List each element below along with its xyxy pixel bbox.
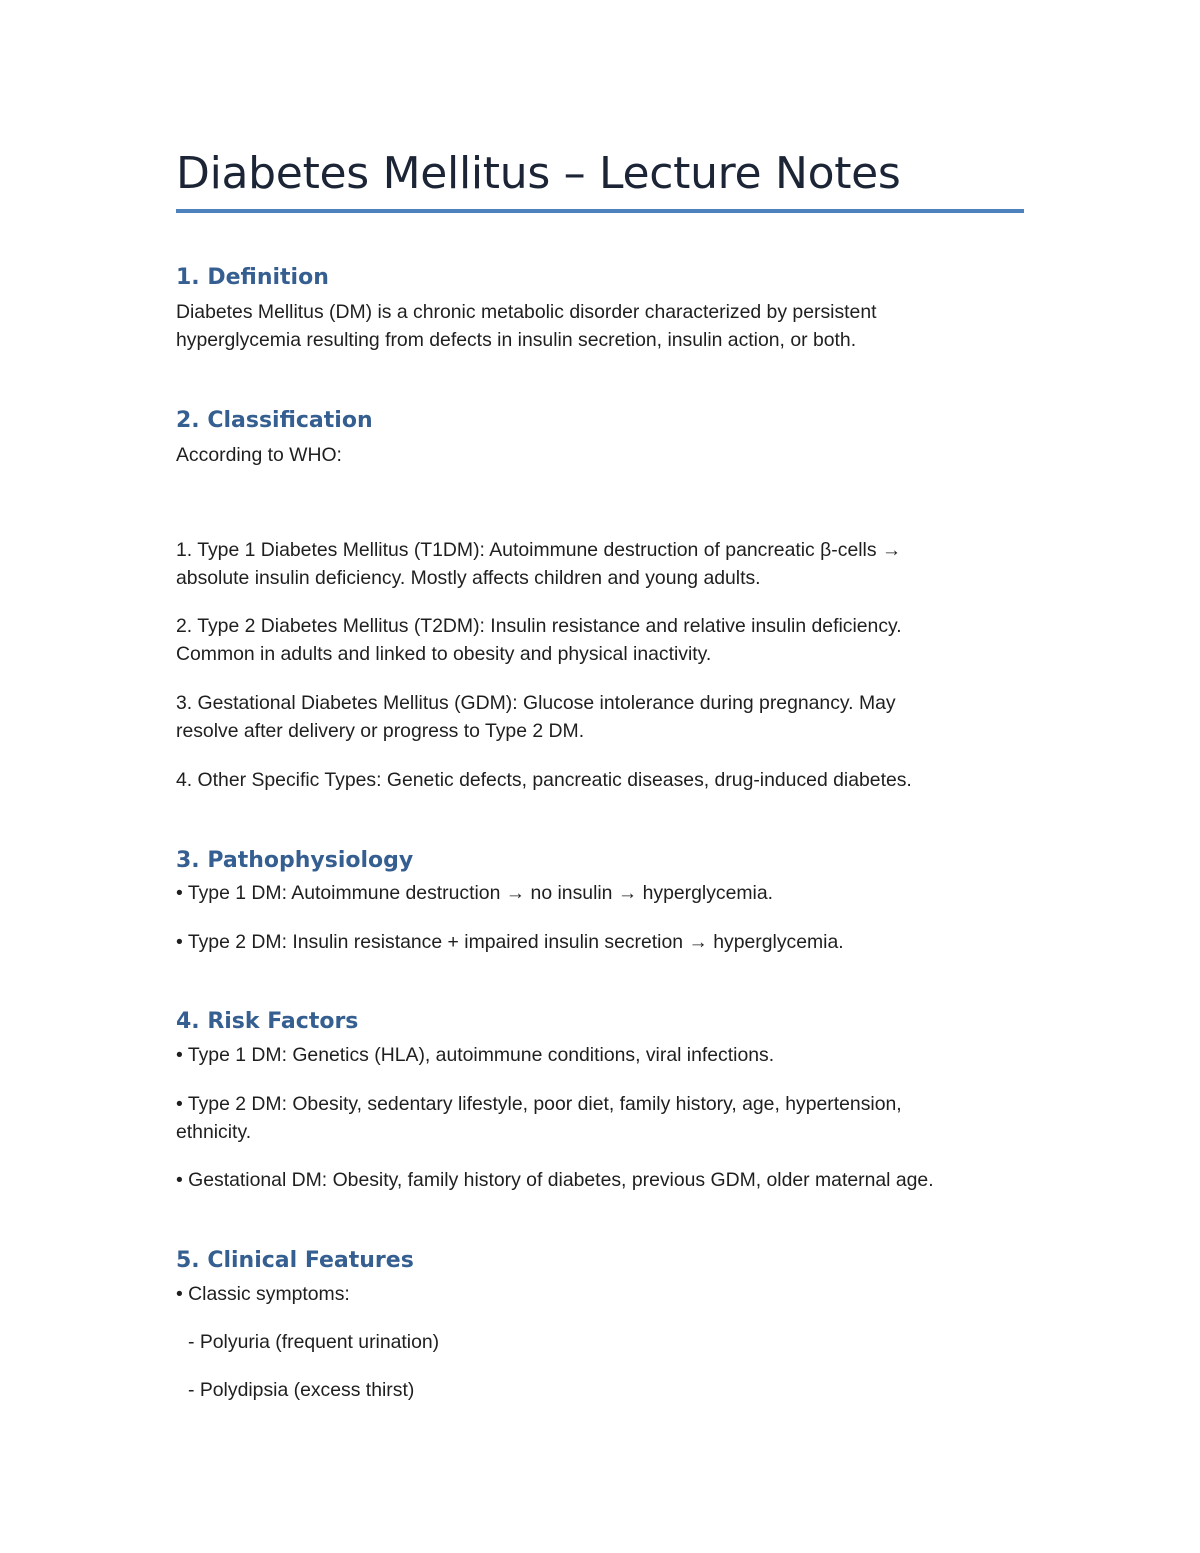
pathophysiology-item-1: • Type 1 DM: Autoimmune destruction → no insulin → hyperglycemia. — [176, 882, 774, 904]
risk-factor-item-2-line-2: ethnicity. — [176, 1121, 252, 1143]
section-heading-clinical-features: 5. Clinical Features — [176, 1248, 414, 1273]
clinical-feature-item-1: - Polyuria (frequent urination) — [188, 1331, 440, 1353]
classification-item-3-line-1: 3. Gestational Diabetes Mellitus (GDM): Glucose intolerance during pregnancy. May — [176, 692, 896, 714]
clinical-feature-item-2: - Polydipsia (excess thirst) — [188, 1379, 415, 1401]
section-heading-classification: 2. Classification — [176, 408, 373, 433]
section-heading-definition: 1. Definition — [176, 265, 329, 290]
pathophysiology-item-2: • Type 2 DM: Insulin resistance + impaired insulin secretion → hyperglycemia. — [176, 931, 844, 953]
clinical-features-intro: • Classic symptoms: — [176, 1283, 350, 1305]
classification-item-3-line-2: resolve after delivery or progress to Type 2 DM. — [176, 720, 585, 742]
definition-text-line-1: Diabetes Mellitus (DM) is a chronic metabolic disorder characterized by persistent — [176, 301, 877, 323]
definition-text-line-2: hyperglycemia resulting from defects in insulin secretion, insulin action, or both. — [176, 329, 857, 351]
risk-factor-item-3: • Gestational DM: Obesity, family history of diabetes, previous GDM, older maternal age. — [176, 1169, 934, 1191]
risk-factor-item-1: • Type 1 DM: Genetics (HLA), autoimmune conditions, viral infections. — [176, 1044, 775, 1066]
classification-item-4: 4. Other Specific Types: Genetic defects, pancreatic diseases, drug-induced diabetes. — [176, 769, 912, 791]
classification-item-2-line-2: Common in adults and linked to obesity and physical inactivity. — [176, 643, 712, 665]
risk-factor-item-2-line-1: • Type 2 DM: Obesity, sedentary lifestyle, poor diet, family history, age, hypertension, — [176, 1093, 902, 1115]
title-underline — [176, 209, 1024, 213]
page-title: Diabetes Mellitus – Lecture Notes — [176, 148, 901, 199]
classification-intro: According to WHO: — [176, 444, 342, 466]
classification-item-1-line-2: absolute insulin deficiency. Mostly affects children and young adults. — [176, 567, 761, 589]
section-heading-pathophysiology: 3. Pathophysiology — [176, 848, 414, 873]
classification-item-2-line-1: 2. Type 2 Diabetes Mellitus (T2DM): Insulin resistance and relative insulin deficiency. — [176, 615, 902, 637]
section-heading-risk-factors: 4. Risk Factors — [176, 1009, 359, 1034]
classification-item-1-line-1: 1. Type 1 Diabetes Mellitus (T1DM): Autoimmune destruction of pancreatic β-cells → — [176, 539, 902, 561]
